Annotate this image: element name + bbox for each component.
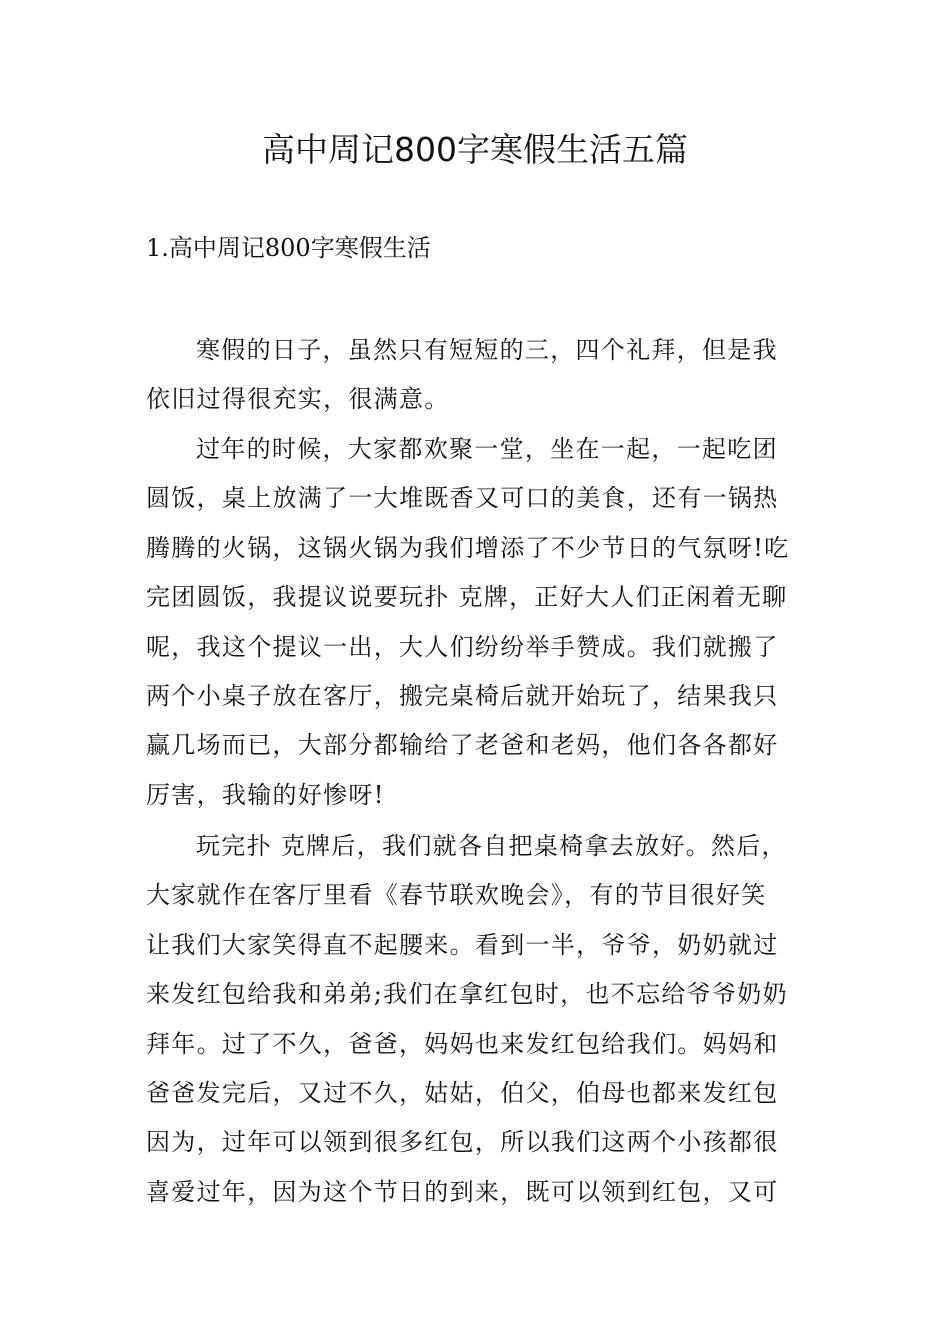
- paragraph-line: 爸爸发完后，又过不久，姑姑，伯父，伯母也都来发红包: [146, 1079, 779, 1108]
- paragraph-line: 腾腾的火锅，这锅火锅为我们增添了不少节日的气氛呀!吃: [146, 533, 790, 562]
- document-title: 高中周记800字寒假生活五篇: [262, 130, 688, 169]
- paragraph-line: 因为，过年可以领到很多红包，所以我们这两个小孩都很: [146, 1128, 779, 1157]
- section-heading: 1.高中周记800字寒假生活: [146, 234, 431, 262]
- paragraph-1: [146, 326, 811, 425]
- paragraph-line: 过年的时候，大家都欢聚一堂，坐在一起，一起吃团: [196, 435, 778, 463]
- paragraph-line: 大家就作在客厅里看《春节联欢晚会》，有的节目很好笑: [146, 881, 767, 910]
- paragraph-line: 让我们大家笑得直不起腰来。看到一半，爷爷，奶奶就过: [146, 930, 779, 959]
- paragraph-line: 圆饭，桌上放满了一大堆既香又可口的美食，还有一锅热: [146, 484, 779, 513]
- paragraph-line: 厉害，我输的好惨呀!: [146, 780, 385, 809]
- paragraph-line: 拜年。过了不久，爸爸，妈妈也来发红包给我们。妈妈和: [146, 1029, 779, 1058]
- paragraph-line: 寒假的日子，虽然只有短短的三，四个礼拜，但是我: [196, 336, 778, 364]
- paragraph-line: 依旧过得很充实，很满意。: [146, 385, 450, 414]
- paragraph-line: 两个小桌子放在客厅，搬完桌椅后就开始玩了，结果我只: [146, 682, 779, 711]
- paragraph-line: 喜爱过年，因为这个节日的到来，既可以领到红包，又可: [146, 1177, 779, 1206]
- paragraph-line: 玩完扑 克牌后，我们就各自把桌椅拿去放好。然后，: [196, 832, 787, 860]
- paragraph-line: 赢几场而已，大部分都输给了老爸和老妈，他们各各都好: [146, 731, 779, 760]
- paragraph-2: [146, 425, 811, 820]
- paragraph-line: 来发红包给我和弟弟;我们在拿红包时，也不忘给爷爷奶奶: [146, 980, 788, 1009]
- paragraph-line: 完团圆饭，我提议说要玩扑 克牌，正好大人们正闲着无聊: [146, 583, 788, 612]
- paragraph-3: [146, 822, 811, 1217]
- paragraph-line: 呢，我这个提议一出，大人们纷纷举手赞成。我们就搬了: [146, 632, 779, 661]
